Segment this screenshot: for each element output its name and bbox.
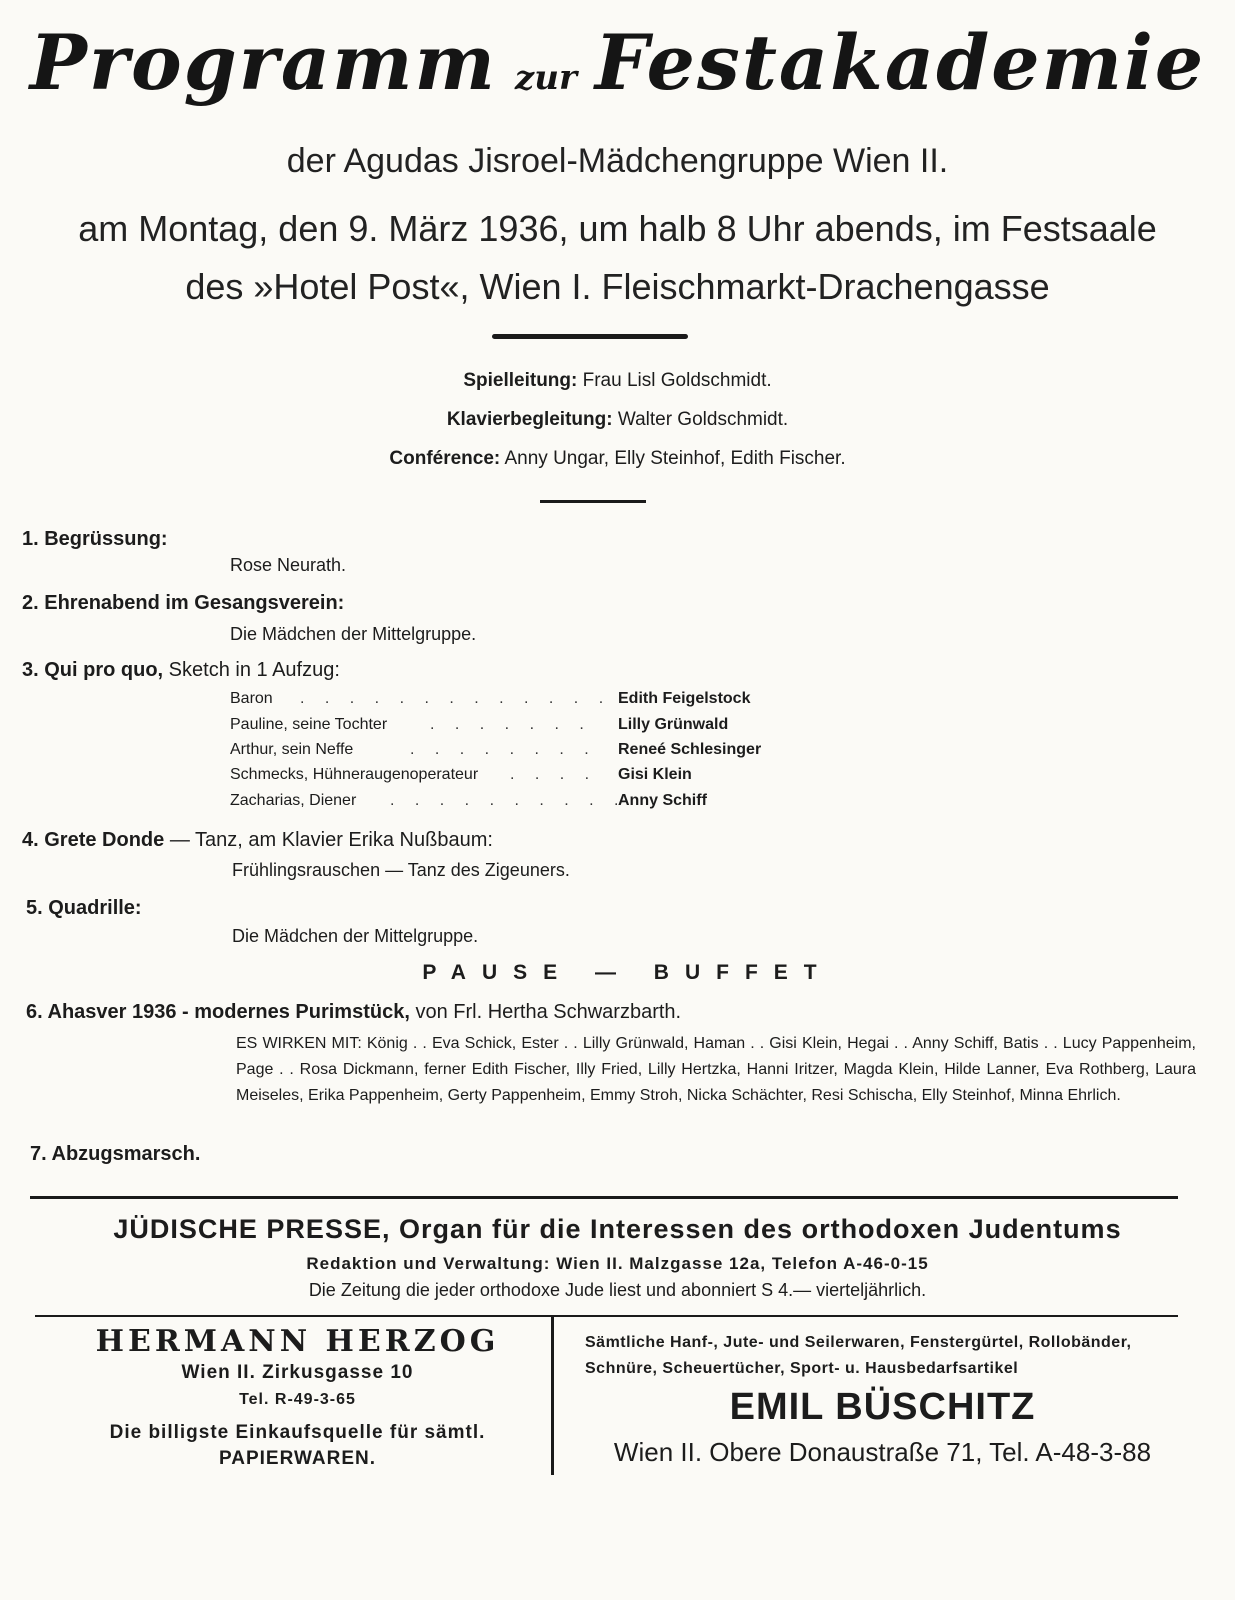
venue-line: des »Hotel Post«, Wien I. Fleischmarkt-Drachengasse — [185, 266, 1050, 307]
item-4-detail: Frühlingsrauschen — Tanz des Zigeuners. — [232, 860, 570, 880]
divider — [30, 1196, 1178, 1199]
leader-dots: . . . . . . . . — [410, 741, 597, 758]
credit-conference — [0, 448, 1235, 470]
cast-role: Schmecks, Hühneraugenoperateur — [230, 766, 479, 783]
cast-actor: Lilly Grünwald — [618, 716, 729, 733]
page-title — [0, 18, 1235, 107]
credit-value: Anny Ungar, Elly Steinhof, Edith Fischer. — [504, 448, 846, 469]
item-3-title — [22, 659, 340, 682]
buschitz-address: Wien II. Obere Donaustraße 71, Tel. A-48-3-88 — [613, 1437, 1152, 1467]
herzog-address: Wien II. Zirkusgasse 10 — [181, 1362, 414, 1383]
leader-dots: . . . . — [510, 766, 598, 783]
credit-value: Frau Lisl Goldschmidt. — [582, 370, 772, 391]
title-part-3: Festakademie — [594, 18, 1206, 107]
cast-role: Baron — [230, 690, 273, 707]
credit-label: Spielleitung: — [463, 370, 578, 391]
subtitle: der Agudas Jisroel-Mädchengruppe Wien II. — [286, 142, 949, 180]
cast-role: Arthur, sein Neffe — [230, 741, 354, 758]
cast-actor: Edith Feigelstock — [618, 690, 751, 707]
leader-dots: . . . . . . . . . . . . . . — [300, 690, 637, 707]
presse-address: Redaktion und Verwaltung: Wien II. Malzgasse 12a, Telefon A-46-0-15 — [306, 1254, 929, 1273]
buschitz-name: EMIL BÜSCHITZ — [729, 1386, 1036, 1428]
herzog-name: HERMANN HERZOG — [95, 1324, 500, 1359]
presse-tagline: Die Zeitung die jeder orthodoxe Jude liest und abonniert S 4.— vierteljährlich. — [308, 1280, 927, 1300]
credit-spielleitung — [0, 370, 1235, 392]
item-5-detail: Die Mädchen der Mittelgruppe. — [232, 926, 479, 946]
presse-headline: JÜDISCHE PRESSE, Organ für die Interessen des orthodoxen Judentums — [113, 1214, 1122, 1244]
item-1-detail: Rose Neurath. — [230, 555, 347, 575]
buschitz-goods: Sämtliche Hanf-, Jute- und Seilerwaren, Fenstergürtel, Rollobänder, Schnüre, Scheuertücher, Sport- u. Hausbedarfsartikel — [585, 1334, 1132, 1377]
credit-label: Conférence: — [389, 448, 501, 469]
item-3-heading: 3. Qui pro quo, — [22, 659, 164, 681]
cast-actor: Gisi Klein — [618, 766, 692, 783]
pause-buffet: PAUSE — BUFFET — [422, 961, 833, 984]
divider — [35, 1315, 1178, 1317]
cast-role: Zacharias, Diener — [230, 792, 357, 809]
herzog-products: PAPIERWAREN. — [219, 1448, 376, 1469]
item-6-title — [26, 1001, 681, 1024]
leader-dots: . . . . . . . — [430, 716, 592, 733]
cast-actor: Reneé Schlesinger — [618, 741, 762, 758]
title-part-2: zur — [514, 58, 577, 98]
item-5-title: 5. Quadrille: — [26, 897, 142, 919]
item-4-subheading: — Tanz, am Klavier Erika Nußbaum: — [169, 829, 493, 851]
divider — [540, 500, 646, 503]
cast-actor: Anny Schiff — [618, 792, 707, 809]
item-7-title: 7. Abzugsmarsch. — [30, 1143, 201, 1165]
divider — [492, 334, 688, 339]
item-6-subheading: von Frl. Hertha Schwarzbarth. — [415, 1001, 682, 1023]
cast-role: Pauline, seine Tochter — [230, 716, 388, 733]
herzog-phone: Tel. R-49-3-65 — [239, 1391, 356, 1408]
title-part-1: Programm — [29, 18, 497, 107]
credit-value: Walter Goldschmidt. — [617, 409, 789, 430]
item-4-title — [22, 829, 493, 852]
item-6-heading: 6. Ahasver 1936 - modernes Purimstück, — [26, 1001, 410, 1023]
leader-dots: . . . . . . . . . . — [390, 792, 627, 809]
item-3-subheading: Sketch in 1 Aufzug: — [168, 659, 340, 681]
item-2-title: 2. Ehrenabend im Gesangsverein: — [22, 592, 345, 614]
item-2-detail: Die Mädchen der Mittelgruppe. — [230, 624, 477, 644]
date-line: am Montag, den 9. März 1936, um halb 8 Uhr abends, im Festsaale — [78, 208, 1157, 249]
credit-label: Klavierbegleitung: — [446, 409, 613, 430]
credit-klavierbegleitung — [0, 409, 1235, 431]
item-4-heading: 4. Grete Donde — [22, 829, 165, 851]
item-6-cast: ES WIRKEN MIT: König . . Eva Schick, Ester . . Lilly Grünwald, Haman . . Gisi Klein, Hegai . . Anny Schiff, Batis . . Lucy Pappenheim, Page . . Rosa Dickmann, ferner Edith Fischer, Illy Fried, Lilly Hertzka, Hanni Iritzer, Magda Klein, Hilde Lanner, Eva Rothberg, Laura Meiseles, Erika Pappenheim, Gerty Pappenheim, Emmy Stroh, Nicka Schächter, Resi Schischa, Elly Steinhof, Minna Ehrlich. — [236, 1035, 1196, 1104]
herzog-slogan: Die billigste Einkaufsquelle für sämtl. — [109, 1422, 486, 1443]
item-1-title: 1. Begrüssung: — [22, 528, 168, 550]
